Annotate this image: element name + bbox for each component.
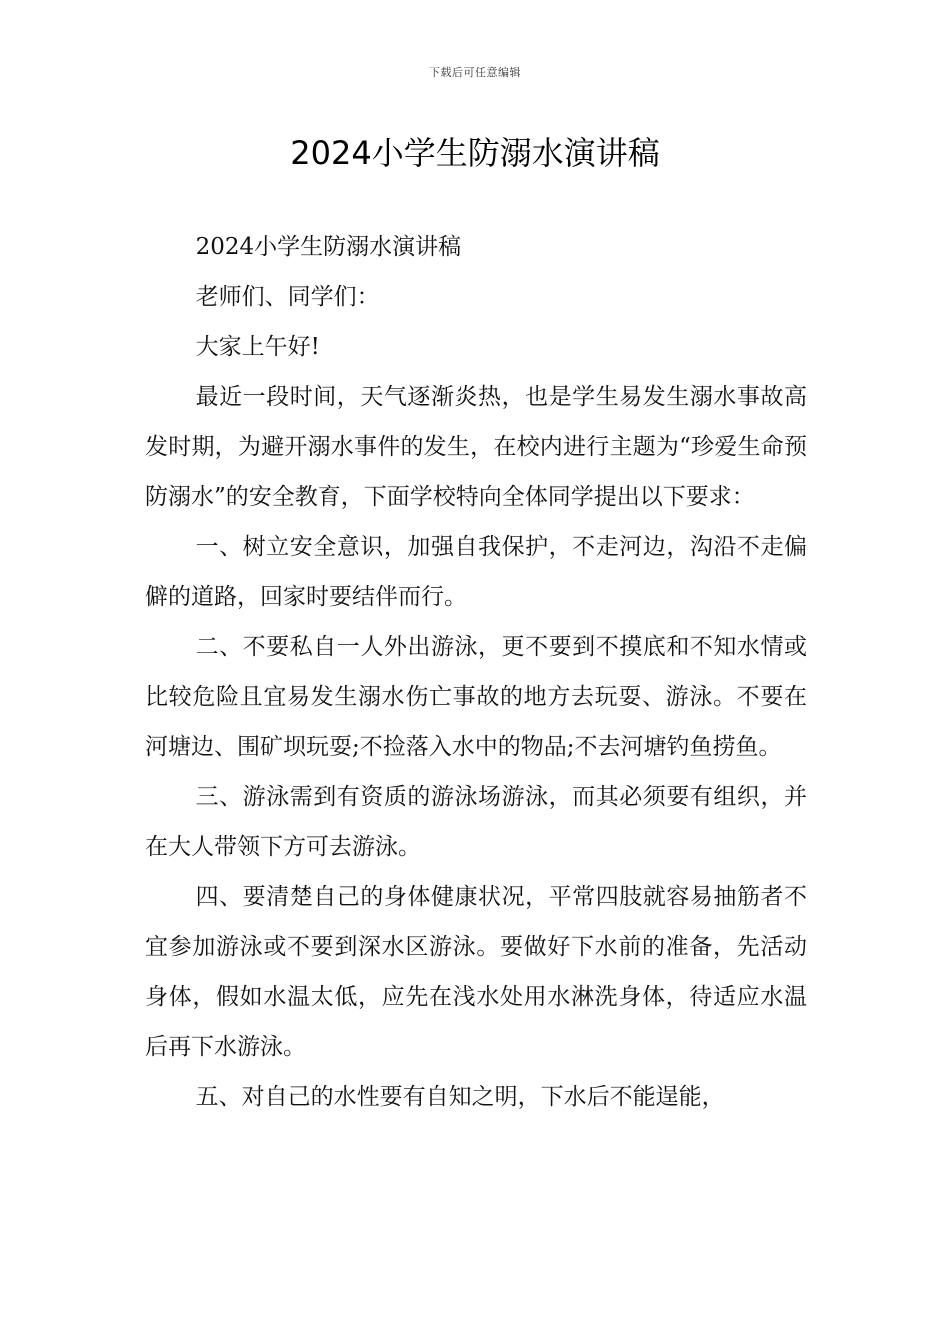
paragraph-subtitle: 2024小学生防溺水演讲稿 (195, 234, 462, 260)
header-note: 下载后可任意编辑 (429, 66, 521, 79)
paragraph-greeting: 大家上午好! (195, 334, 320, 360)
paragraph-rule-5: 五、对自己的水性要有自知之明，下水后不能逞能， (195, 1084, 725, 1110)
paragraph-rule-3: 三、游泳需到有资质的游泳场游泳，而其必须要有组织，并在大人带领下方可去游泳。 (145, 784, 807, 860)
document-body (145, 222, 807, 1122)
paragraph-rule-1: 一、树立安全意识，加强自我保护，不走河边，沟沿不走偏僻的道路，回家时要结伴而行。 (145, 534, 807, 610)
document-title: 2024小学生防溺水演讲稿 (290, 134, 660, 172)
paragraph-rule-2: 二、不要私自一人外出游泳，更不要到不摸底和不知水情或比较危险且宜易发生溺水伤亡事故的地方去玩耍、游泳。不要在河塘边、围矿坝玩耍;不捡落入水中的物品;不去河塘钓鱼捞鱼。 (145, 634, 807, 760)
paragraph-rule-4: 四、要清楚自己的身体健康状况，平常四肢就容易抽筋者不宜参加游泳或不要到深水区游泳。要做好下水前的准备，先活动身体，假如水温太低，应先在浅水处用水淋洗身体，待适应水温后再下水游泳。 (145, 884, 807, 1060)
paragraph-salutation: 老师们、同学们： (195, 284, 380, 310)
paragraph-intro: 最近一段时间，天气逐渐炎热，也是学生易发生溺水事故高发时期，为避开溺水事件的发生，在校内进行主题为“珍爱生命预防溺水”的安全教育，下面学校特向全体同学提出以下要求： (145, 384, 807, 510)
